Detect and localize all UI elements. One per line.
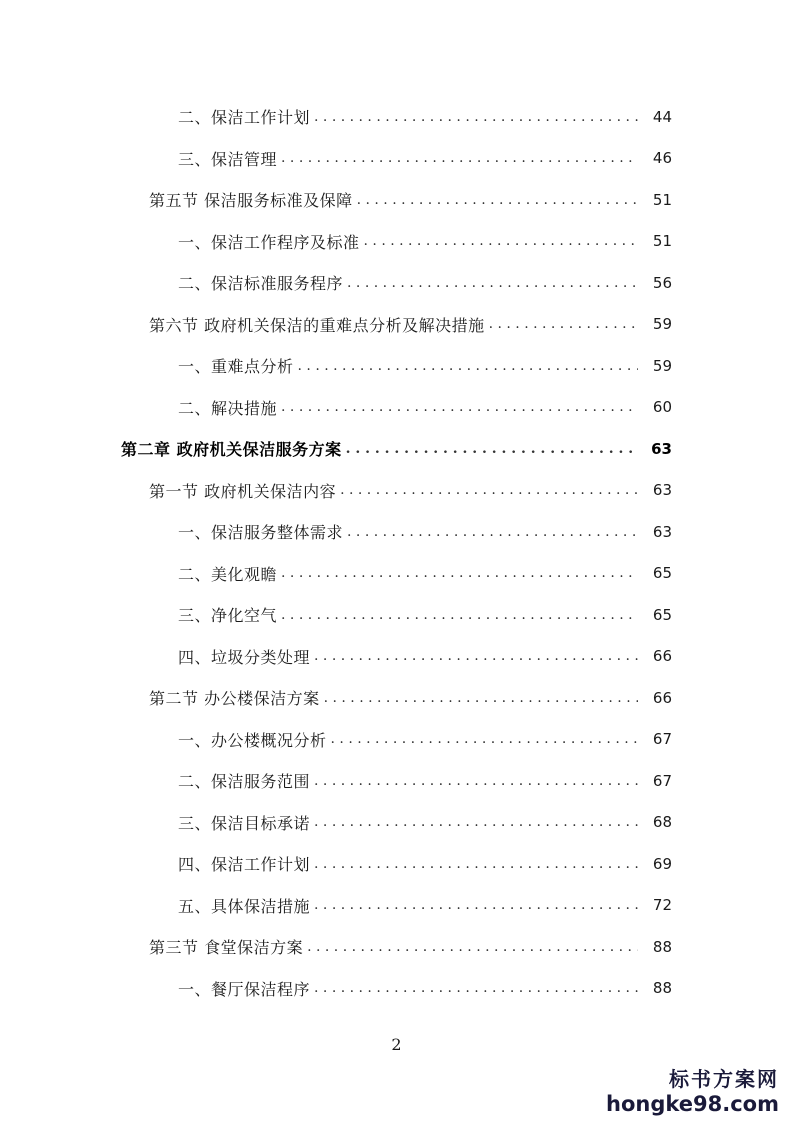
toc-entry[interactable] [0,428,793,470]
toc-entry-page: 88 [652,937,672,956]
toc-leader-dots [314,648,638,664]
toc-leader-dots [307,939,638,955]
toc-entry[interactable] [0,802,793,844]
toc-entry-title: 五、具体保洁措施 [178,896,311,916]
toc-entry[interactable] [0,677,793,719]
toc-leader-dots [364,233,638,249]
toc-entry-page: 72 [652,896,672,915]
toc-leader-dots [281,565,638,581]
toc-leader-dots [281,399,638,415]
toc-entry[interactable] [0,262,793,304]
toc-entry-title: 二、解决措施 [178,398,278,418]
toc-entry-title: 一、办公楼概况分析 [178,730,327,750]
toc-leader-dots [281,607,638,623]
toc-entry-title: 四、保洁工作计划 [178,855,311,875]
toc-entry-title: 第三节 食堂保洁方案 [149,938,304,958]
toc-leader-dots [314,814,638,830]
toc-leader-dots [347,524,638,540]
toc-entry-title: 第一节 政府机关保洁内容 [149,481,337,501]
toc-leader-dots [324,690,638,706]
toc-entry-page: 69 [652,854,672,873]
toc-leader-dots [340,482,638,498]
toc-entry-page: 44 [652,107,672,126]
toc-entry[interactable] [0,843,793,885]
toc-leader-dots [357,192,638,208]
toc-entry-page: 67 [652,730,672,749]
toc-entry-page: 46 [652,149,672,168]
toc-entry-page: 56 [652,273,672,292]
toc-entry[interactable] [0,345,793,387]
toc-leader-dots [314,109,638,125]
toc-entry-title: 三、净化空气 [178,606,278,626]
toc-entry[interactable] [0,926,793,968]
toc-entry-title: 第二节 办公楼保洁方案 [149,689,320,709]
toc-entry-title: 一、保洁工作程序及标准 [178,232,360,252]
toc-leader-dots [346,441,638,457]
toc-entry[interactable] [0,968,793,1010]
toc-entry-title: 二、美化观瞻 [178,564,278,584]
toc-entry[interactable] [0,719,793,761]
toc-leader-dots [347,275,638,291]
toc-entry-page: 67 [652,771,672,790]
toc-entry-page: 65 [652,564,672,583]
toc-entry-title: 二、保洁工作计划 [178,108,311,128]
toc-entry[interactable] [0,179,793,221]
toc-entry-page: 88 [652,979,672,998]
toc-entry[interactable] [0,511,793,553]
toc-entry-page: 66 [652,647,672,666]
toc-leader-dots [298,358,638,374]
toc-entry[interactable] [0,594,793,636]
toc-entry-title: 一、重难点分析 [178,357,294,377]
toc-entry-page: 63 [652,522,672,541]
toc-entry-page: 63 [652,481,672,500]
toc-leader-dots [314,897,638,913]
toc-entry[interactable] [0,553,793,595]
toc-entry-page: 66 [652,688,672,707]
toc-leader-dots [489,316,638,332]
toc-entry[interactable] [0,636,793,678]
toc-entry-page: 51 [652,232,672,251]
toc-entry-page: 68 [652,813,672,832]
toc-entry-page: 65 [652,605,672,624]
toc-entry[interactable] [0,96,793,138]
toc-entry[interactable] [0,304,793,346]
toc-entry[interactable] [0,885,793,927]
toc-entry-title: 四、垃圾分类处理 [178,647,311,667]
toc-entry-title: 二、保洁标准服务程序 [178,274,344,294]
toc-entry[interactable] [0,760,793,802]
toc-entry-title: 三、保洁目标承诺 [178,813,311,833]
toc-entry[interactable] [0,387,793,429]
toc-entry-page: 63 [651,439,672,458]
toc-leader-dots [281,150,638,166]
toc-entry-title: 三、保洁管理 [178,149,278,169]
toc-leader-dots [314,773,638,789]
toc-entry-page: 51 [652,190,672,209]
toc-entry-title: 第二章 政府机关保洁服务方案 [121,440,342,460]
table-of-contents [0,96,793,1009]
toc-entry[interactable] [0,221,793,263]
toc-entry-title: 第六节 政府机关保洁的重难点分析及解决措施 [149,315,485,335]
toc-leader-dots [314,856,638,872]
page-number: 2 [391,1035,402,1054]
toc-entry[interactable] [0,470,793,512]
toc-leader-dots [314,980,638,996]
toc-entry-title: 一、餐厅保洁程序 [178,979,311,999]
toc-entry-page: 60 [652,398,672,417]
toc-entry[interactable] [0,138,793,180]
watermark-name: 标书方案网 [669,1067,779,1091]
toc-entry-title: 二、保洁服务范围 [178,772,311,792]
toc-entry-title: 第五节 保洁服务标准及保障 [149,191,353,211]
toc-entry-page: 59 [652,315,672,334]
watermark [606,1063,779,1116]
watermark-url: hongke98.com [606,1092,779,1116]
toc-entry-title: 一、保洁服务整体需求 [178,523,344,543]
toc-leader-dots [331,731,638,747]
toc-entry-page: 59 [652,356,672,375]
